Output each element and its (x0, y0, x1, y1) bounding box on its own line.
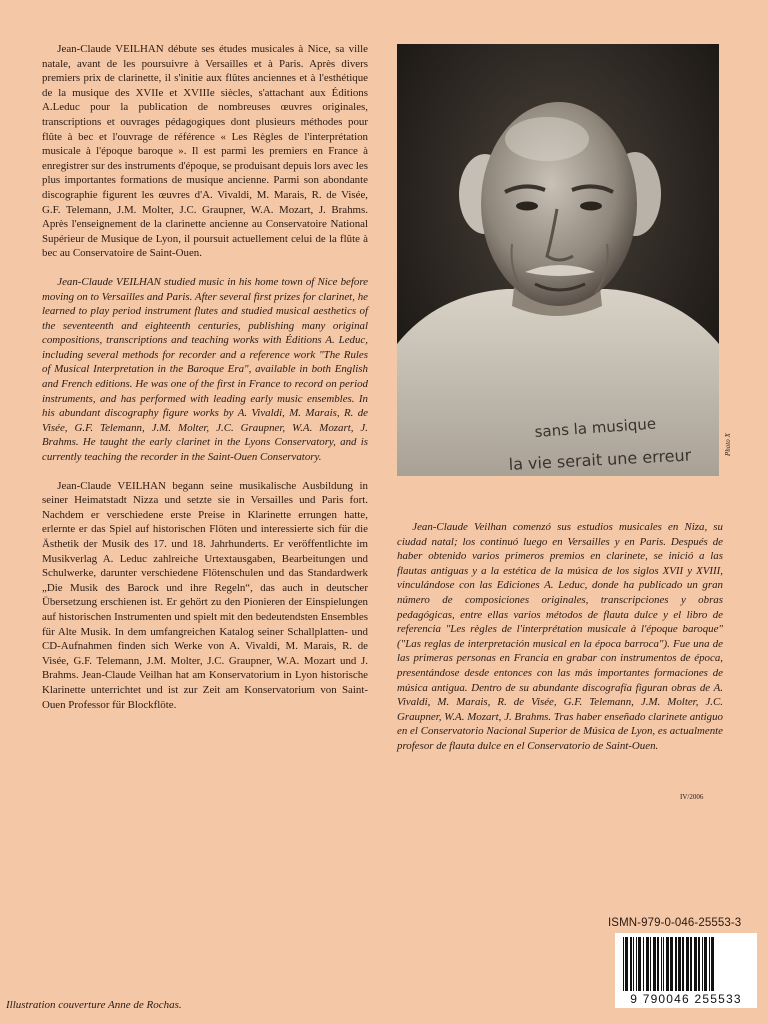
barcode-bar (694, 937, 697, 991)
barcode-bar (638, 937, 641, 991)
barcode-bar (623, 937, 624, 991)
barcode-bar (646, 937, 649, 991)
barcode-bar (650, 937, 651, 991)
barcode-bar (657, 937, 659, 991)
barcode-bar (709, 937, 710, 991)
biography-spanish: Jean-Claude Veilhan comenzó sus estudios musicales en Niza, su ciudad natal; los continuó luego en Versailles y en Paris. Después de haber obtenido varios primeros premios en clarinete, se inició a las flautas antiguas y a la estética de la música de los siglos XVII y XVIII, vinculándose con las Ediciones A. Leduc, donde ha publicado un gran número de composiciones originales, transcripciones y obras pedagógicas, entre ellas varios métodos de flauta dulce y el libro de referencia "Les règles de l'interprétation musicale à l'époque baroque" ("Las reglas de interpretación musical en la época barroca"). Fue una de las primeras personas en Francia en grabar con instrumentos de época, presentándose desde entonces con las más importantes formaciones de música antigua. Dentro de su abundante discografía figuran obras de A. Vivaldi, M. Marais, R. de Visée, G.F. Telemann, J.M. Molter, J.C. Graupner, W.A. Mozart, J. Brahms. Tras haber enseñado clarinete antiguo en el Conservatorio Nacional Superior de Música de Lyon, es actualmente profesor de flauta dulce en el Conservatorio de Saint-Ouen. (397, 521, 723, 752)
barcode-bar (690, 937, 692, 991)
biography-german: Jean-Claude VEILHAN begann seine musikalische Ausbildung in seiner Heimatstadt Nizza und setzte sie in Versailles und Paris fort. Nachdem er verschiedene erste Preise in Klarinette errungen hatte, erlernte er das Spiel auf historischen Flöten und interessierte sich für die Ästhetik der Musik des 17. und 18. Jahrhunderts. Er veröffentlichte im Musikverlag A. Leduc zahlreiche Urtextausgaben, Bearbeitungen und Schulwerke, darunter verschiedene Flötenschulen und das Standardwerk „Die Musik des Barock und ihre Regeln“, das auch in deutscher Übersetzung erschienen ist. Er gehört zu den Pionieren der Einspielungen auf historischen Instrumenten und spielt mit den bedeutendsten Ensembles für Alte Musik. In dem umfangreichen Katalog seiner Schallplatten- und CD-Aufnahmen finden sich Werke von A. Vivaldi, M. Marais, R. de Visée, G.F. Telemann, J.M. Molter, J.C. Graupner, W.A. Mozart und J. Brahms. Jean-Claude Veilhan hat am Konservatorium in Lyon historische Klarinette unterrichtet und ist zur Zeit am Konservatorium von Saint-Ouen Professor für Blockflöte. (42, 479, 368, 711)
barcode (615, 933, 757, 1008)
barcode-bar (625, 937, 628, 991)
barcode-bar (663, 937, 664, 991)
barcode-bar (702, 937, 703, 991)
biography-english: Jean-Claude VEILHAN studied music in his home town of Nice before moving on to Versailles and Paris. After several first prizes for clarinet, he learned to play period instrument flutes and studied musical aesthetics of the seventeenth and eighteenth centuries, publishing many original compositions, transcriptions and teaching works with Éditions A. Leduc, including several methods for recorder and a reference work "The Rules of Musical Interpretation in the Baroque Era", available in both English and French editions. He was one of the first in France to record on period instruments, and has performed with leading early music ensembles. In his abundant discography figure works by A. Vivaldi, M. Marais, R. de Visée, G.F. Telemann, J.M. Molter, J.C. Graupner, W.A. Mozart, J. Brahms. He taught the early clarinet in the Lyons Conservatory, and is currently teaching the recorder in the Saint-Ouen Conservatory. (42, 275, 368, 464)
barcode-bar (666, 937, 669, 991)
barcode-bar (670, 937, 673, 991)
barcode-bar (633, 937, 634, 991)
barcode-bar (675, 937, 677, 991)
barcode-bar (636, 937, 637, 991)
barcode-bar (653, 937, 656, 991)
right-column (397, 520, 723, 754)
biography-french: Jean-Claude VEILHAN débute ses études musicales à Nice, sa ville natale, avant de les poursuivre à Versailles et à Paris. Après divers premiers prix de clarinette, il s'initie aux flûtes anciennes et à l'esthétique de la musique des XVIIe et XVIIIe siècles, s'attachant aux Éditions A.Leduc pour la publication de nombreuses œuvres originales, transcriptions et ouvrages pédagogiques dont plusieurs méthodes pour flûte à bec et l'ouvrage de référence « Les Règles de l'interprétation musicale à l'époque baroque ». Il est parmi les premiers en France à enregistrer sur des instruments d'époque, se produisant depuis lors avec les plus importantes formations de musique ancienne. Parmi son abondante discographie figurent les œuvres d'A. Vivaldi, M. Marais, R. de Visée, G.F. Telemann, J.M. Molter, J.C. Graupner, W.A. Mozart, J. Brahms. Après l'enseignement de la clarinette ancienne au Conservatoire National Supérieur de Musique de Lyon, il poursuit actuellement celui de la flûte à bec au Conservatoire de Saint-Ouen. (42, 43, 368, 260)
barcode-bar (661, 937, 662, 991)
barcode-bars (615, 933, 757, 993)
barcode-bar (630, 937, 632, 991)
barcode-bar (643, 937, 644, 991)
barcode-bar (678, 937, 681, 991)
catalog-code: IV/2006 (680, 793, 704, 801)
portrait-photo (397, 44, 719, 476)
photo-credit: Photo X (724, 433, 732, 456)
barcode-bar (704, 937, 707, 991)
barcode-bar (682, 937, 684, 991)
illustration-credit: Illustration couverture Anne de Rochas. (6, 999, 182, 1011)
shirt-text-1: sans la musique (534, 414, 657, 441)
barcode-digits: 9 790046 255533 (630, 992, 742, 1006)
barcode-bar (686, 937, 689, 991)
barcode-bar (698, 937, 700, 991)
left-column (42, 42, 368, 712)
shirt-text-2: la vie serait une erreur (508, 445, 692, 474)
ismn-number: ISMN-979-0-046-25553-3 (608, 917, 742, 929)
barcode-bar (711, 937, 714, 991)
